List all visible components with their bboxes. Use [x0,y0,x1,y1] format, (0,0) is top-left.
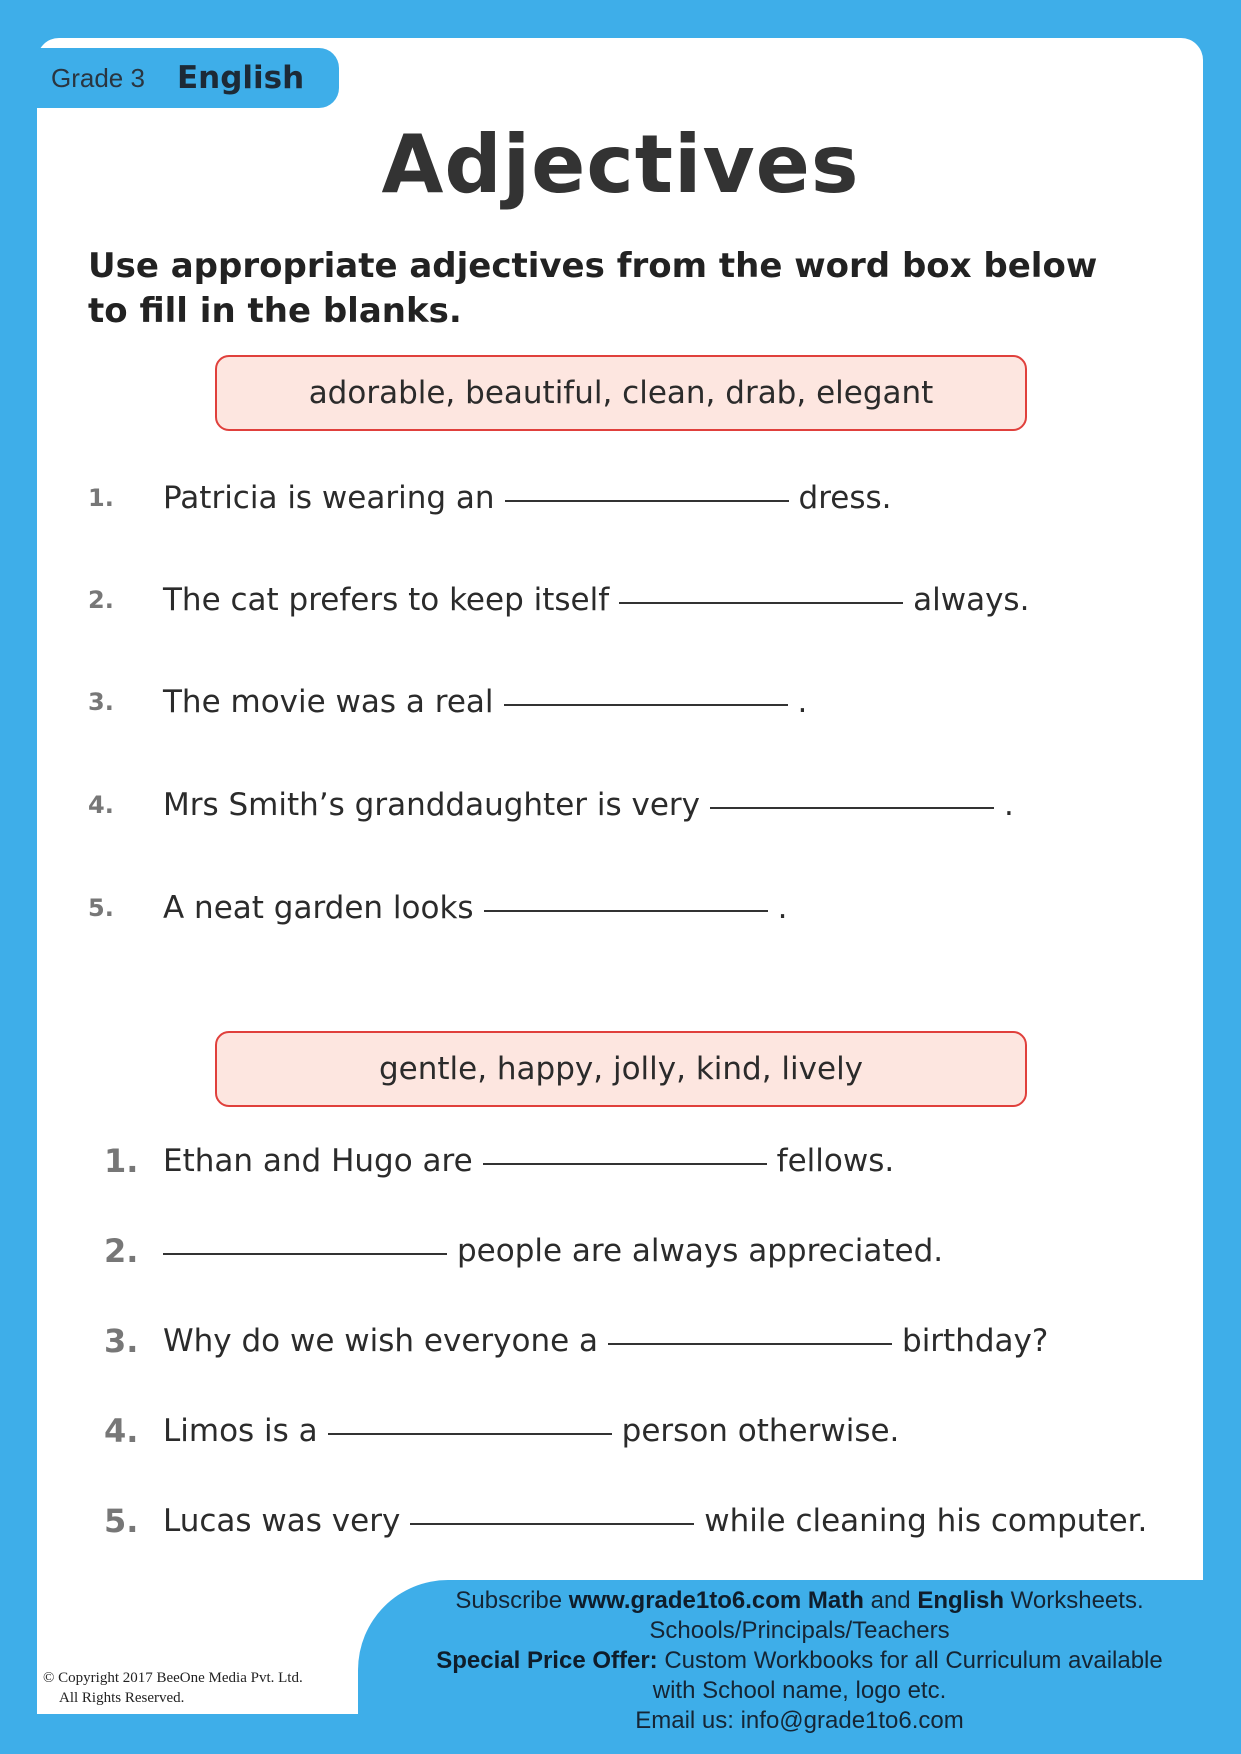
subject-label: English [176,60,305,96]
question-row [0,1406,1241,1456]
footer-line-3: Special Price Offer: Custom Workbooks for all Curriculum available [436,1647,1163,1674]
grade-subject-tab [37,48,339,108]
answer-blank[interactable] [504,702,788,706]
question-text-before: The movie was a real [163,684,494,720]
question-row [0,1496,1241,1546]
answer-blank[interactable] [710,805,994,809]
question-text-after: fellows. [776,1143,895,1179]
question-number: 4. [104,1412,139,1450]
question-row [0,473,1241,523]
question-text-after: . [797,684,808,720]
question-text-after: people are always appreciated. [457,1233,944,1269]
question-text [163,480,892,516]
question-text-after: dress. [798,480,892,516]
question-text-before: The cat prefers to keep itself [163,582,610,618]
question-text-before: Mrs Smith’s granddaughter is very [163,787,700,823]
question-text [163,1413,899,1449]
answer-blank[interactable] [328,1431,612,1435]
question-text-after: always. [913,582,1030,618]
answer-blank[interactable] [484,908,768,912]
question-row [0,883,1241,933]
copyright [43,1668,303,1708]
footer-line-2: Schools/Principals/Teachers [649,1617,950,1644]
question-row [0,1226,1241,1276]
question-text-before: Lucas was very [163,1503,401,1539]
question-number: 4. [88,791,114,819]
answer-blank[interactable] [483,1161,767,1165]
footer-line-4: with School name, logo etc. [652,1677,947,1704]
question-number: 5. [88,894,114,922]
question-number: 2. [104,1232,139,1270]
question-text [163,890,787,926]
question-text [163,1503,1147,1539]
copyright-line-2: All Rights Reserved. [59,1690,185,1706]
footer-text [358,1586,1241,1736]
question-number: 1. [88,484,114,512]
question-number: 3. [88,688,114,716]
question-number: 3. [104,1322,139,1360]
question-text-after: . [777,890,788,926]
footer-email[interactable]: Email us: info@grade1to6.com [635,1707,964,1734]
instructions: Use appropriate adjectives from the word box below to fill in the blanks. [88,246,1098,331]
question-text-after: while cleaning his computer. [704,1503,1148,1539]
question-row [0,1316,1241,1366]
question-text [163,1323,1048,1359]
question-text-before: Ethan and Hugo are [163,1143,473,1179]
word-box-1: adorable, beautiful, clean, drab, elegant [215,355,1027,431]
question-number: 5. [104,1502,139,1540]
answer-blank[interactable] [505,498,789,502]
question-text-before: Patricia is wearing an [163,480,495,516]
question-text-after: . [1004,787,1014,823]
answer-blank[interactable] [608,1341,892,1345]
grade-label: Grade 3 [51,62,145,93]
question-text-before: Why do we wish everyone a [163,1323,599,1359]
answer-blank[interactable] [619,600,903,604]
question-row [0,780,1241,830]
question-text [163,684,807,720]
question-text-before: A neat garden looks [163,890,474,926]
question-number: 2. [88,586,114,614]
question-text [163,1143,894,1179]
question-text-before: Limos is a [163,1413,318,1449]
question-row [0,677,1241,727]
answer-blank[interactable] [163,1251,447,1255]
question-text-after: person otherwise. [621,1413,900,1449]
question-text-after: birthday? [902,1323,1049,1359]
footer-line-1: Subscribe www.grade1to6.com Math and English Worksheets. [455,1587,1144,1614]
word-box-2: gentle, happy, jolly, kind, lively [215,1031,1027,1107]
question-text [163,787,1014,823]
question-text [163,582,1029,618]
question-text [163,1233,943,1269]
question-number: 1. [104,1142,139,1180]
copyright-line-1: © Copyright 2017 BeeOne Media Pvt. Ltd. [43,1670,303,1686]
answer-blank[interactable] [410,1521,694,1525]
question-row [0,575,1241,625]
question-row [0,1136,1241,1186]
page-title: Adjectives [381,118,860,211]
